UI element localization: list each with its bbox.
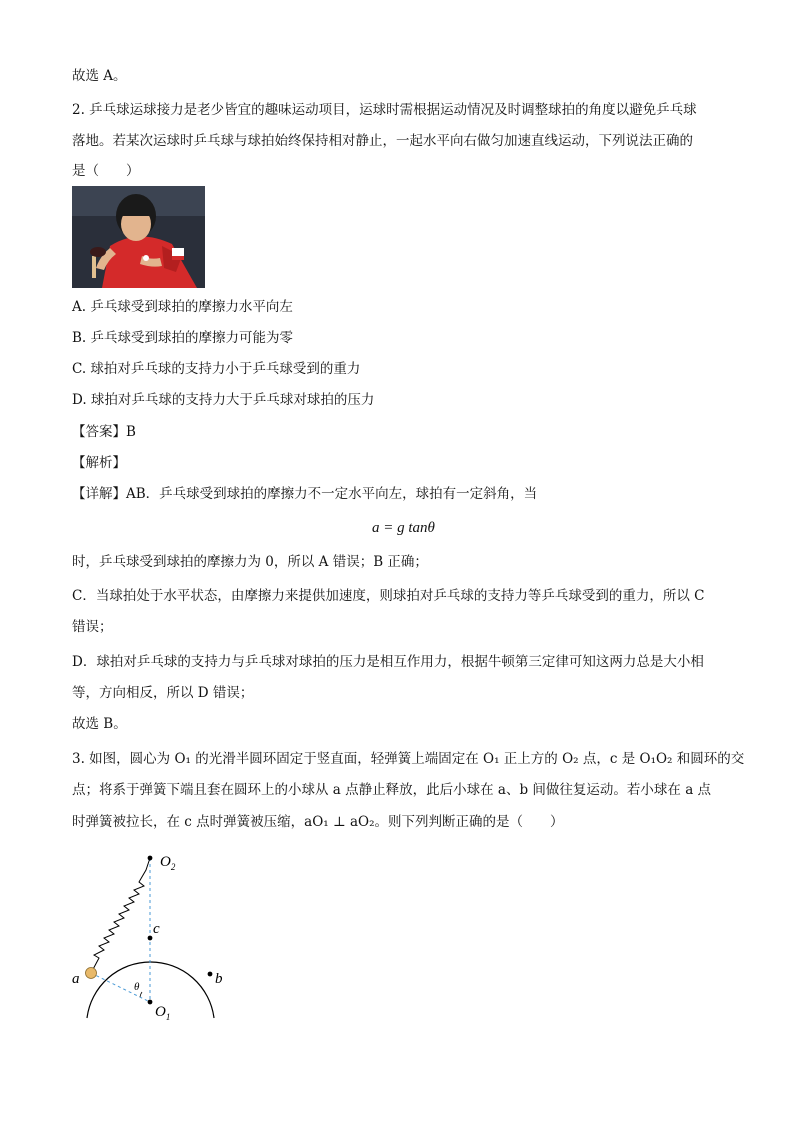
label-a: a — [72, 971, 80, 987]
line-1: 故选 A。 — [72, 68, 127, 84]
question-2-line-2: 落地。若某次运球时乒乓球与球拍始终保持相对静止，一起水平向右做匀加速直线运动，下列说法正确的 — [72, 133, 693, 149]
formula: a = g tanθ — [372, 520, 435, 536]
label-o1-sub: 1 — [165, 1012, 171, 1022]
question-2-line-1: 2. 乒乓球运球接力是老少皆宜的趣味运动项目，运球时需根据运动情况及时调整球拍的角度以避免乒乓球 — [72, 102, 697, 118]
detail-line-2: 时，乒乓球受到球拍的摩擦力为 0，所以 A 错误；B 正确； — [72, 554, 428, 570]
label-theta: θ — [134, 981, 140, 993]
option-a: A. 乒乓球受到球拍的摩擦力水平向左 — [72, 299, 293, 315]
detail-tag: 【详解】 — [72, 486, 126, 502]
point-c — [148, 936, 153, 941]
detail-line-7: 故选 B。 — [72, 716, 127, 732]
theta-arc — [140, 992, 142, 997]
detail-text: AB．乒乓球受到球拍的摩擦力不一定水平向左，球拍有一定斜角，当 — [126, 486, 538, 502]
option-b: B. 乒乓球受到球拍的摩擦力可能为零 — [72, 330, 294, 346]
label-o2: O — [160, 854, 171, 870]
detail-line-4: 错误； — [72, 619, 113, 635]
detail-line-3: C．当球拍处于水平状态，由摩擦力来提供加速度，则球拍对乒乓球的支持力等乒乓球受到的重力，所以 C — [72, 588, 705, 604]
label-o2-sub: 2 — [170, 862, 176, 872]
question-2-line-3: 是（ ） — [72, 163, 140, 179]
point-o2 — [148, 856, 153, 861]
answer-tag: 【答案】 — [72, 424, 126, 440]
label-o1: O — [155, 1004, 166, 1020]
label-c: c — [153, 921, 160, 937]
detail-line-6: 等，方向相反，所以 D 错误； — [72, 685, 254, 701]
answer-value: B — [126, 424, 136, 440]
label-b: b — [215, 971, 223, 987]
table-tennis-player-photo — [72, 186, 205, 288]
ring-arc — [87, 962, 214, 1018]
spring-ring-diagram — [66, 846, 236, 1026]
question-3-line-3: 时弹簧被拉长，在 c 点时弹簧被压缩，aO₁ ⊥ aO₂。则下列判断正确的是（ ） — [72, 814, 564, 830]
analysis-tag: 【解析】 — [72, 455, 126, 471]
option-c: C. 球拍对乒乓球的支持力小于乒乓球受到的重力 — [72, 361, 361, 377]
answer-line — [72, 423, 136, 441]
detail-line — [72, 485, 537, 503]
point-o1 — [148, 1000, 153, 1005]
spring — [91, 858, 150, 973]
ball-a — [86, 968, 97, 979]
question-3-line-2: 点；将系于弹簧下端且套在圆环上的小球从 a 点静止释放，此后小球在 a、b 间做往复运动。若小球在 a 点 — [72, 782, 712, 798]
svg-text:O1 — [155, 1004, 170, 1022]
question-3-line-1: 3. 如图，圆心为 O₁ 的光滑半圆环固定于竖直面，轻弹簧上端固定在 O₁ 正上方的 O₂ 点，c 是 O₁O₂ 和圆环的交 — [72, 751, 745, 767]
svg-text:O2 — [160, 854, 176, 872]
point-b — [208, 972, 213, 977]
detail-line-5: D．球拍对乒乓球的支持力与乒乓球对球拍的压力是相互作用力，根据牛顿第三定律可知这两力总是大小相 — [72, 654, 704, 670]
option-d: D. 球拍对乒乓球的支持力大于乒乓球对球拍的压力 — [72, 392, 375, 408]
